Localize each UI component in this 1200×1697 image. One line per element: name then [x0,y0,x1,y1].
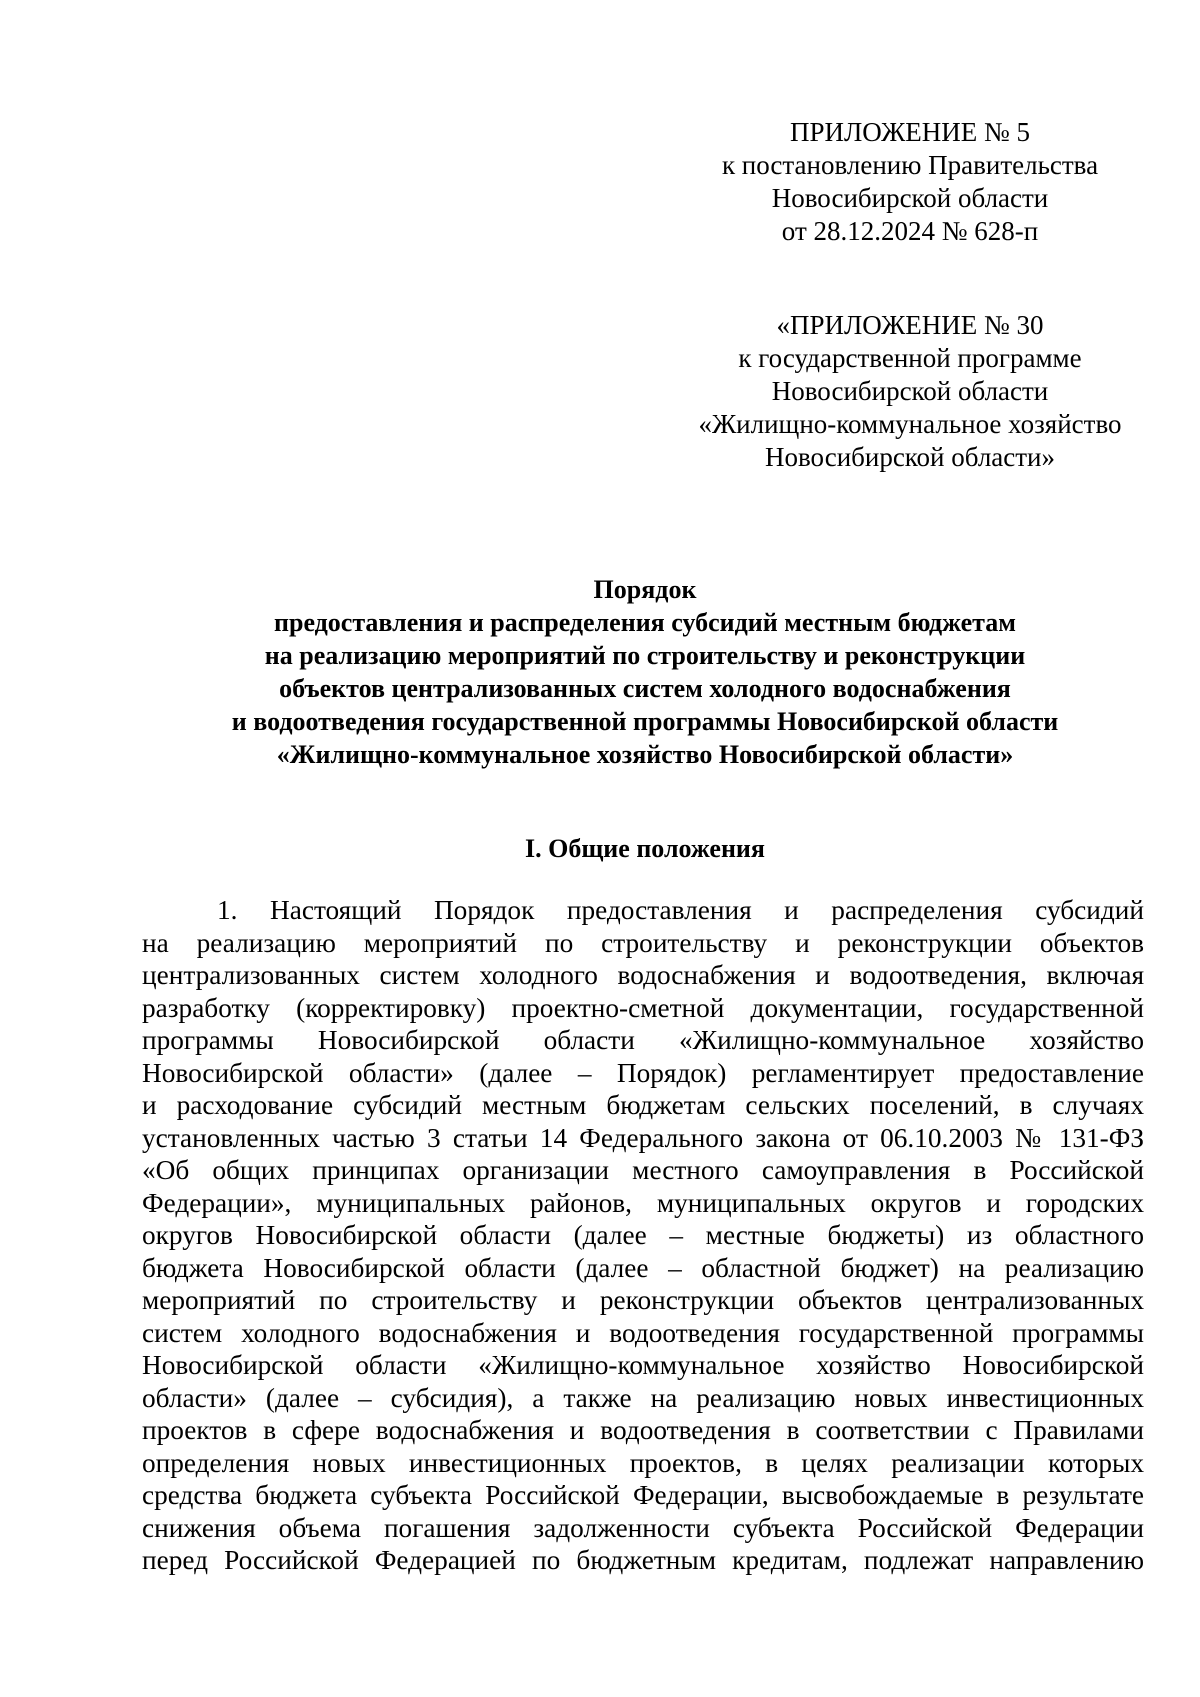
document-title [110,573,1180,771]
annex-header [700,116,1120,248]
program-annex-line: «Жилищно-коммунальное хозяйство [698,409,1122,439]
paragraph-line: централизованных систем холодного водоснабжения и водоотведения, включая [142,960,1144,990]
program-annex-line: Новосибирской области» [764,442,1056,472]
paragraph-line: бюджета Новосибирской области (далее – областной бюджет) на реализацию [142,1252,1144,1283]
program-annex-header [680,309,1140,474]
paragraph-line: средства бюджета субъекта Российской Федерации, высвобождаемые в результате [142,1480,1144,1510]
paragraph-line: 1. Настоящий Порядок предоставления и распределения субсидий [217,895,1144,925]
program-annex-line: к государственной программе [738,343,1082,373]
paragraph-line: программы Новосибирской области «Жилищно-коммунальное хозяйство [142,1025,1144,1055]
paragraph-line: округов Новосибирской области (далее – местные бюджеты) из областного [142,1220,1144,1250]
paragraph-line: определения новых инвестиционных проектов, в целях реализации которых [142,1447,1144,1478]
document-title-line: Порядок [593,575,697,604]
paragraph-line: установленных частью 3 статьи 14 Федерального закона от 06.10.2003 № 131-ФЗ [142,1122,1144,1153]
paragraph-line: Новосибирской области» (далее – Порядок) регламентирует предоставление [142,1057,1144,1088]
document-title-line: «Жилищно-коммунальное хозяйство Новосибирской области» [276,740,1014,769]
paragraph-line: разработку (корректировку) проектно-сметной документации, государственной [142,992,1144,1023]
program-annex-line: «ПРИЛОЖЕНИЕ № 30 [776,310,1044,340]
paragraph-line: систем холодного водоснабжения и водоотведения государственной программы [142,1317,1144,1348]
paragraph-line: Федерации», муниципальных районов, муниципальных округов и городских [142,1187,1144,1218]
paragraph-line: и расходование субсидий местным бюджетам сельских поселений, в случаях [142,1090,1144,1120]
document-title-line: объектов централизованных систем холодного водоснабжения [279,674,1011,703]
annex-header-line: ПРИЛОЖЕНИЕ № 5 [789,117,1031,147]
section-heading: I. Общие положения [525,834,765,863]
paragraph-1 [142,894,1144,1577]
paragraph-line: снижения объема погашения задолженности субъекта Российской Федерации [142,1512,1144,1543]
annex-header-line: Новосибирской области [771,183,1049,213]
paragraph-line: проектов в сфере водоснабжения и водоотведения в соответствии с Правилами [142,1415,1144,1445]
paragraph-line: перед Российской Федерацией по бюджетным кредитам, подлежат направлению [142,1545,1144,1575]
annex-header-line: от 28.12.2024 № 628-п [781,216,1039,246]
paragraph-line: мероприятий по строительству и реконструкции объектов централизованных [142,1285,1144,1315]
annex-header-line: к постановлению Правительства [721,150,1099,180]
paragraph-line: «Об общих принципах организации местного самоуправления в Российской [142,1155,1144,1185]
paragraph-line: области» (далее – субсидия), а также на реализацию новых инвестиционных [142,1382,1144,1413]
paragraph-line: на реализацию мероприятий по строительству и реконструкции объектов [142,927,1144,958]
paragraph-line: Новосибирской области «Жилищно-коммунальное хозяйство Новосибирской [142,1350,1144,1380]
document-title-line: на реализацию мероприятий по строительству и реконструкции [264,641,1026,670]
document-title-line: и водоотведения государственной программы Новосибирской области [231,707,1059,736]
program-annex-line: Новосибирской области [771,376,1049,406]
document-title-line: предоставления и распределения субсидий местным бюджетам [274,608,1016,637]
